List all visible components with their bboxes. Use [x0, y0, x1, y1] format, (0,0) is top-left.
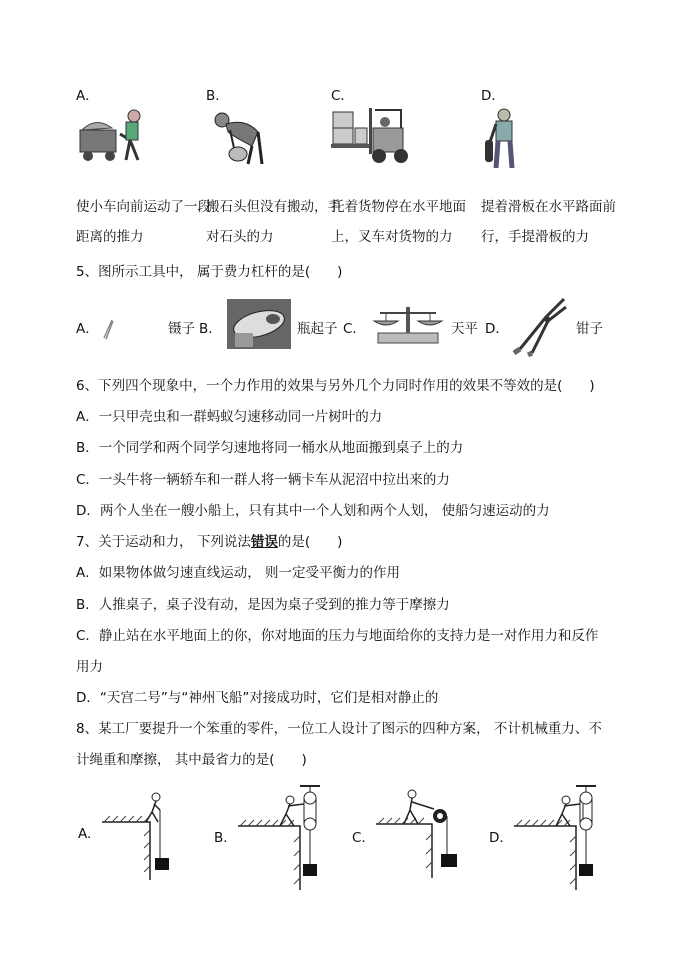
q7-stem-emphasis: 错误: [250, 534, 278, 550]
tweezers-icon: [100, 318, 114, 342]
q5-option-c-letter: C．: [343, 321, 366, 337]
q7-option-d: D．“天宫二号”与“神州飞船”对接成功时，它们是相对静止的: [76, 690, 439, 706]
q7-option-c-continued: 用力: [76, 659, 103, 675]
q4-option-b-letter: B．: [206, 88, 229, 104]
q8-option-b-letter: B．: [214, 830, 237, 846]
pulley-system-two-strands-diagram: [236, 784, 326, 890]
person-lifting-stone-image: [212, 108, 272, 166]
q8-stem-line-1: 8、某工厂要提升一个笨重的零件，一位工人设计了图示的四种方案， 不计机械重力、不: [76, 721, 602, 737]
q6-option-a: A．一只甲壳虫和一群蚂蚁匀速移动同一片树叶的力: [76, 409, 383, 425]
pliers-icon: [510, 297, 568, 355]
q7-stem: [76, 530, 342, 550]
q4-option-a-letter: A．: [76, 88, 99, 104]
q8-option-a-letter: A.: [78, 826, 92, 842]
q5-option-d-label: 钳子: [576, 321, 603, 337]
q8-option-d-letter: D．: [489, 830, 513, 846]
q6-option-d: D．两个人坐在一艘小船上，只有其中一个人划和两个人划， 使船匀速运动的力: [76, 503, 550, 519]
q7-stem-before: 7、关于运动和力， 下列说法: [76, 534, 251, 550]
q8-stem-line-2: 计绳重和摩擦， 其中最省力的是( ): [76, 752, 307, 768]
q4-option-d-caption: 提着滑板在水平路面前行，手提滑板的力: [481, 199, 616, 245]
q7-option-b: B．人推桌子，桌子没有动，是因为桌子受到的推力等于摩擦力: [76, 597, 450, 613]
q6-stem: 6、下列四个现象中，一个力作用的效果与另外几个力同时作用的效果不等效的是( ): [76, 378, 595, 394]
q4-option-d-letter: D．: [481, 88, 505, 104]
q5-option-d-letter: D．: [485, 321, 509, 337]
q6-option-b: B．一个同学和两个同学匀速地将同一桶水从地面搬到桌子上的力: [76, 440, 464, 456]
pulley-system-three-strands-diagram: [512, 784, 602, 890]
q7-stem-after: 的是( ): [277, 534, 343, 550]
q6-option-c: C．一头牛将一辆轿车和一群人将一辆卡车从泥沼中拉出来的力: [76, 472, 450, 488]
q5-option-a-letter: A．: [76, 321, 99, 337]
q5-stem: 5、图所示工具中， 属于费力杠杆的是( ): [76, 264, 343, 280]
q5-option-c-label: 天平: [451, 321, 478, 337]
q5-option-b-label: 瓶起子: [297, 321, 338, 337]
child-pushing-cart-image: [76, 108, 156, 166]
boy-carrying-skateboard-image: [484, 108, 524, 172]
q7-option-c: C．静止站在水平地面上的你，你对地面的压力与地面给你的支持力是一对作用力和反作: [76, 628, 599, 644]
q5-option-b-letter: B．: [199, 321, 222, 337]
q4-option-a-caption: 使小车向前运动了一段距离的推力: [76, 199, 211, 245]
q7-option-a: A．如果物体做匀速直线运动， 则一定受平衡力的作用: [76, 565, 401, 581]
balance-scale-icon: [372, 299, 444, 345]
q4-option-b-caption: 搬石头但没有搬动，手对石头的力: [206, 199, 341, 245]
q4-option-c-letter: C．: [331, 88, 354, 104]
bottle-opener-icon: [227, 299, 291, 349]
forklift-holding-boxes-image: [331, 106, 411, 166]
q4-option-c-caption: 托着货物停在水平地面上，叉车对货物的力: [331, 199, 466, 245]
fixed-pulley-diagram: [374, 788, 464, 878]
q8-option-c-letter: C．: [352, 830, 375, 846]
q5-option-a-label: 镊子: [168, 321, 195, 337]
direct-rope-pull-diagram: [100, 790, 180, 880]
